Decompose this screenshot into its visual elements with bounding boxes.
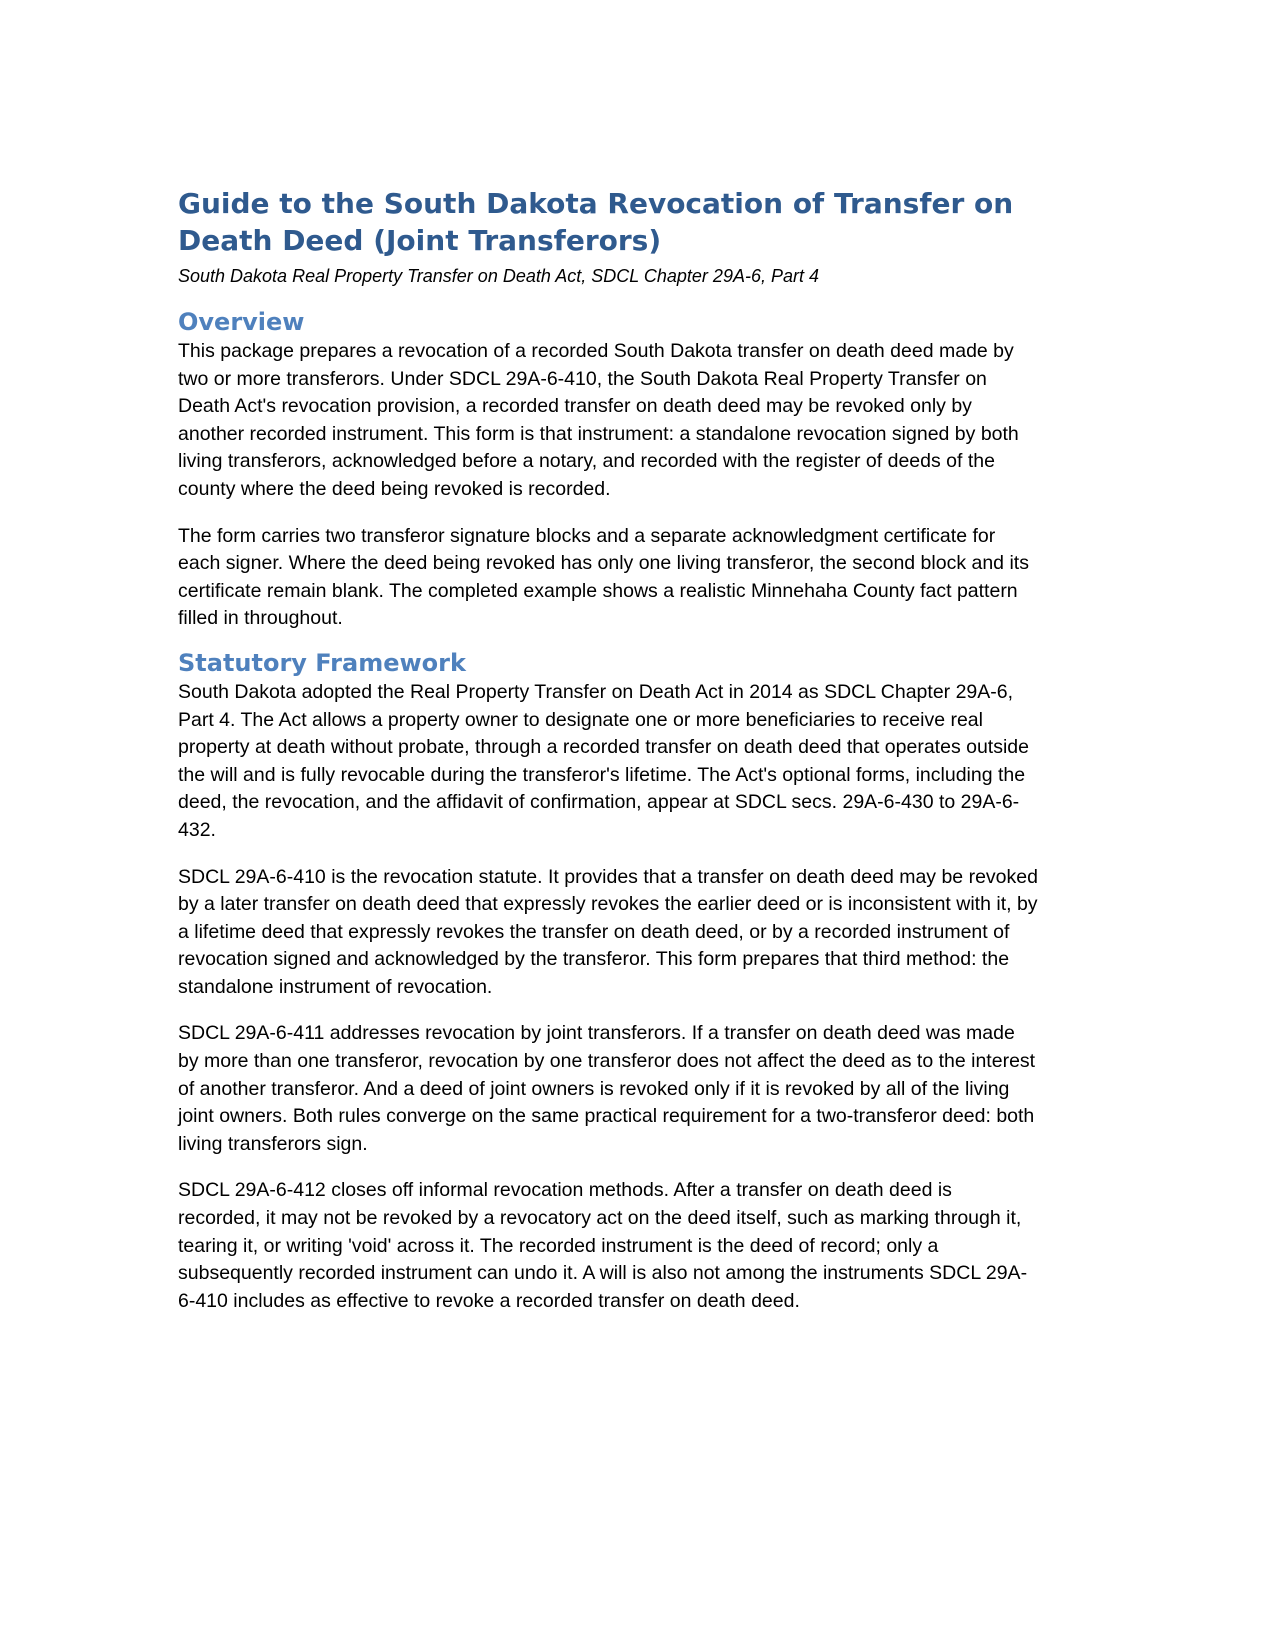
framework-paragraph-2: SDCL 29A-6-410 is the revocation statute. It provides that a transfer on death deed may be revoked by a later transfer on death deed that expressly revokes the earlier deed or is inconsistent with it, by a lifetime deed that expressly revokes the transfer on death deed, or by a recorded instrument of revocation signed and acknowledged by the transferor. This form prepares that third method: the standalone instrument of revocation.	[178, 865, 1038, 998]
framework-paragraph-3: SDCL 29A-6-411 addresses revocation by joint transferors. If a transfer on death deed was made by more than one transferor, revocation by one transferor does not affect the deed as to the interest of another transferor. And a deed of joint owners is revoked only if it is revoked by all of the living joint owners. Both rules converge on the same practical requirement for a two-transferor deed: both living transferors sign.	[178, 1022, 1036, 1155]
section-heading-statutory-framework: Statutory Framework	[178, 648, 466, 677]
document-title: Guide to the South Dakota Revocation of Transfer on Death Deed (Joint Transferors)	[178, 187, 1014, 257]
document-page	[178, 185, 1038, 1315]
framework-paragraph-1: South Dakota adopted the Real Property Transfer on Death Act in 2014 as SDCL Chapter 29A-6, Part 4. The Act allows a property owner to designate one or more beneficiaries to receive real property at death without probate, through a recorded transfer on death deed that operates outside the will and is fully revocable during the transferor's lifetime. The Act's optional forms, including the deed, the revocation, and the affidavit of confirmation, appear at SDCL secs. 29A-6-430 to 29A-6-432.	[178, 680, 1029, 841]
framework-paragraph-4: SDCL 29A-6-412 closes off informal revocation methods. After a transfer on death deed is recorded, it may not be revoked by a revocatory act on the deed itself, such as marking through it, tearing it, or writing 'void' across it. The recorded instrument is the deed of record; only a subsequently recorded instrument can undo it. A will is also not among the instruments SDCL 29A-6-410 includes as effective to revoke a recorded transfer on death deed.	[178, 1179, 1028, 1312]
section-heading-overview: Overview	[178, 308, 305, 336]
document-subtitle: South Dakota Real Property Transfer on Death Act, SDCL Chapter 29A-6, Part 4	[178, 266, 819, 286]
overview-paragraph-1: This package prepares a revocation of a recorded South Dakota transfer on death deed made by two or more transferors. Under SDCL 29A-6-410, the South Dakota Real Property Transfer on Death Act's revocation provision, a recorded transfer on death deed may be revoked only by another recorded instrument. This form is that instrument: a standalone revocation signed by both living transferors, acknowledged before a notary, and recorded with the register of deeds of the county where the deed being revoked is recorded.	[178, 340, 1019, 500]
overview-paragraph-2: The form carries two transferor signature blocks and a separate acknowledgment certificate for each signer. Where the deed being revoked has only one living transferor, the second block and its certificate remain blank. The completed example shows a realistic Minnehaha County fact pattern filled in throughout.	[178, 524, 1029, 630]
